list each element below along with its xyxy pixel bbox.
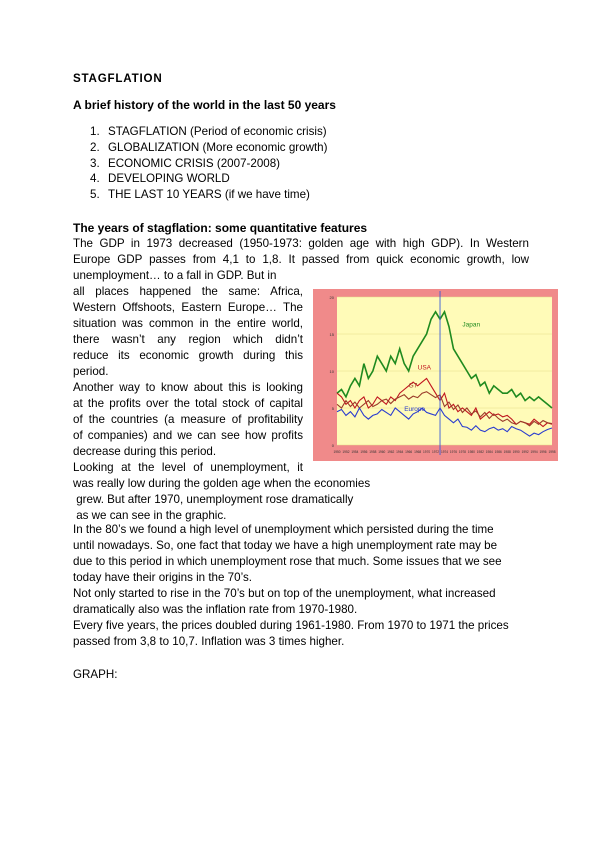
text-line: Looking at the level of unemployment, it <box>73 461 303 474</box>
list-item: 4. DEVELOPING WORLD <box>90 172 230 186</box>
x-tick-label: 1958 <box>369 450 377 454</box>
text-line: passed from 3,8 to 10,7. Inflation was 3 times higher. <box>73 635 345 648</box>
x-tick-label: 1964 <box>396 450 404 454</box>
y-tick-label: 15 <box>329 332 334 337</box>
x-tick-label: 1950 <box>333 450 341 454</box>
text-line: there wasn’t any region which didn’t <box>73 333 303 346</box>
x-tick-label: 1990 <box>512 450 520 454</box>
text-line: decrease during this period. <box>73 445 217 458</box>
text-line: reduce its economic growth during this <box>73 349 303 362</box>
x-tick-label: 1976 <box>449 450 458 454</box>
annotation-europe: Europe <box>404 405 426 413</box>
annotation-g7: G7 <box>408 382 418 390</box>
x-tick-label: 1984 <box>485 450 493 454</box>
text-line: situation was common in the entire world, <box>73 317 303 330</box>
y-tick-label: 20 <box>329 295 334 300</box>
x-tick-label: 1978 <box>458 450 466 454</box>
x-tick-label: 1994 <box>530 450 538 454</box>
x-tick-label: 1972 <box>431 450 440 454</box>
x-tick-label: 1966 <box>405 450 413 454</box>
list-item: 2. GLOBALIZATION (More economic growth) <box>90 140 328 154</box>
x-tick-label: 1962 <box>387 450 395 454</box>
text-line: Europe GDP passes from 4,1 to 1,8. It passed from quick economic growth, low <box>73 253 529 266</box>
text-line: at the profits over the total stock of capital <box>73 397 303 410</box>
page-title: STAGFLATION <box>73 72 163 85</box>
text-line: all places happened the same: Africa, <box>73 285 303 298</box>
x-tick-label: 1996 <box>539 450 547 454</box>
x-tick-label: 1970 <box>423 450 431 454</box>
x-tick-label: 1982 <box>476 450 484 454</box>
unemployment-chart <box>313 289 558 461</box>
x-tick-label: 1956 <box>360 450 368 454</box>
text-line: dramatically also was the inflation rate from 1970-1980. <box>73 603 358 616</box>
text-line: The GDP in 1973 decreased (1950-1973: golden age with high GDP). In Western <box>73 237 529 250</box>
x-tick-label: 1974 <box>440 450 449 454</box>
text-line: until nowadays. So, one fact that today we have a high unemployment rate may be <box>73 539 498 552</box>
paragraph-after <box>73 522 533 650</box>
text-line: Every five years, the prices doubled during 1961-1980. From 1970 to 1971 the prices <box>73 619 509 632</box>
text-line: as we can see in the graphic. <box>73 509 227 522</box>
text-line: of companies) and we can see how profits <box>73 429 303 442</box>
text-line: Another way to know about this is looking <box>73 381 303 394</box>
text-line: Not only started to rise in the 70’s but on top of the unemployment, what increased <box>73 587 496 600</box>
x-tick-label: 1960 <box>378 450 386 454</box>
text-line: of the countries (a measure of profitability <box>73 413 303 426</box>
list-item: 1. STAGFLATION (Period of economic crisis) <box>90 125 327 138</box>
x-tick-label: 1954 <box>351 450 359 454</box>
x-tick-label: 1988 <box>503 450 511 454</box>
text-line: due to this period in which unemployment rose that much. Some issues that we see <box>73 555 502 568</box>
text-line: period. <box>73 365 109 378</box>
outline-list <box>90 124 327 203</box>
x-tick-label: 1998 <box>548 450 556 454</box>
y-tick-label: 5 <box>331 406 334 411</box>
subtitle: A brief history of the world in the last 50 years <box>73 98 336 112</box>
y-tick-label: 10 <box>329 369 334 374</box>
text-line: grew. But after 1970, unemployment rose dramatically <box>73 493 354 506</box>
x-tick-label: 1986 <box>494 450 502 454</box>
graph-label: GRAPH: <box>73 668 118 681</box>
text-line: today have their origins in the 70’s. <box>73 571 252 584</box>
text-line: Western Offshoots, Eastern Europe… The <box>73 301 303 314</box>
list-item: 5. THE LAST 10 YEARS (if we have time) <box>90 188 310 202</box>
y-tick-label: 0 <box>331 443 334 448</box>
annotation-usa: USA <box>417 364 431 372</box>
text-line: was really low during the golden age when the economies <box>73 477 371 490</box>
section-heading: The years of stagflation: some quantitative features <box>73 221 368 235</box>
text-line: In the 80’s we found a high level of unemployment which persisted during the time <box>73 523 494 536</box>
text-line: unemployment… to a fall in GDP. But in <box>73 269 277 282</box>
x-tick-label: 1980 <box>467 450 475 454</box>
annotation-japan: Japan <box>462 321 481 329</box>
x-tick-label: 1968 <box>414 450 422 454</box>
paragraph-intro <box>73 236 529 284</box>
x-tick-label: 1952 <box>342 450 350 454</box>
x-tick-label: 1992 <box>521 450 529 454</box>
list-item: 3. ECONOMIC CRISIS (2007-2008) <box>90 156 281 170</box>
